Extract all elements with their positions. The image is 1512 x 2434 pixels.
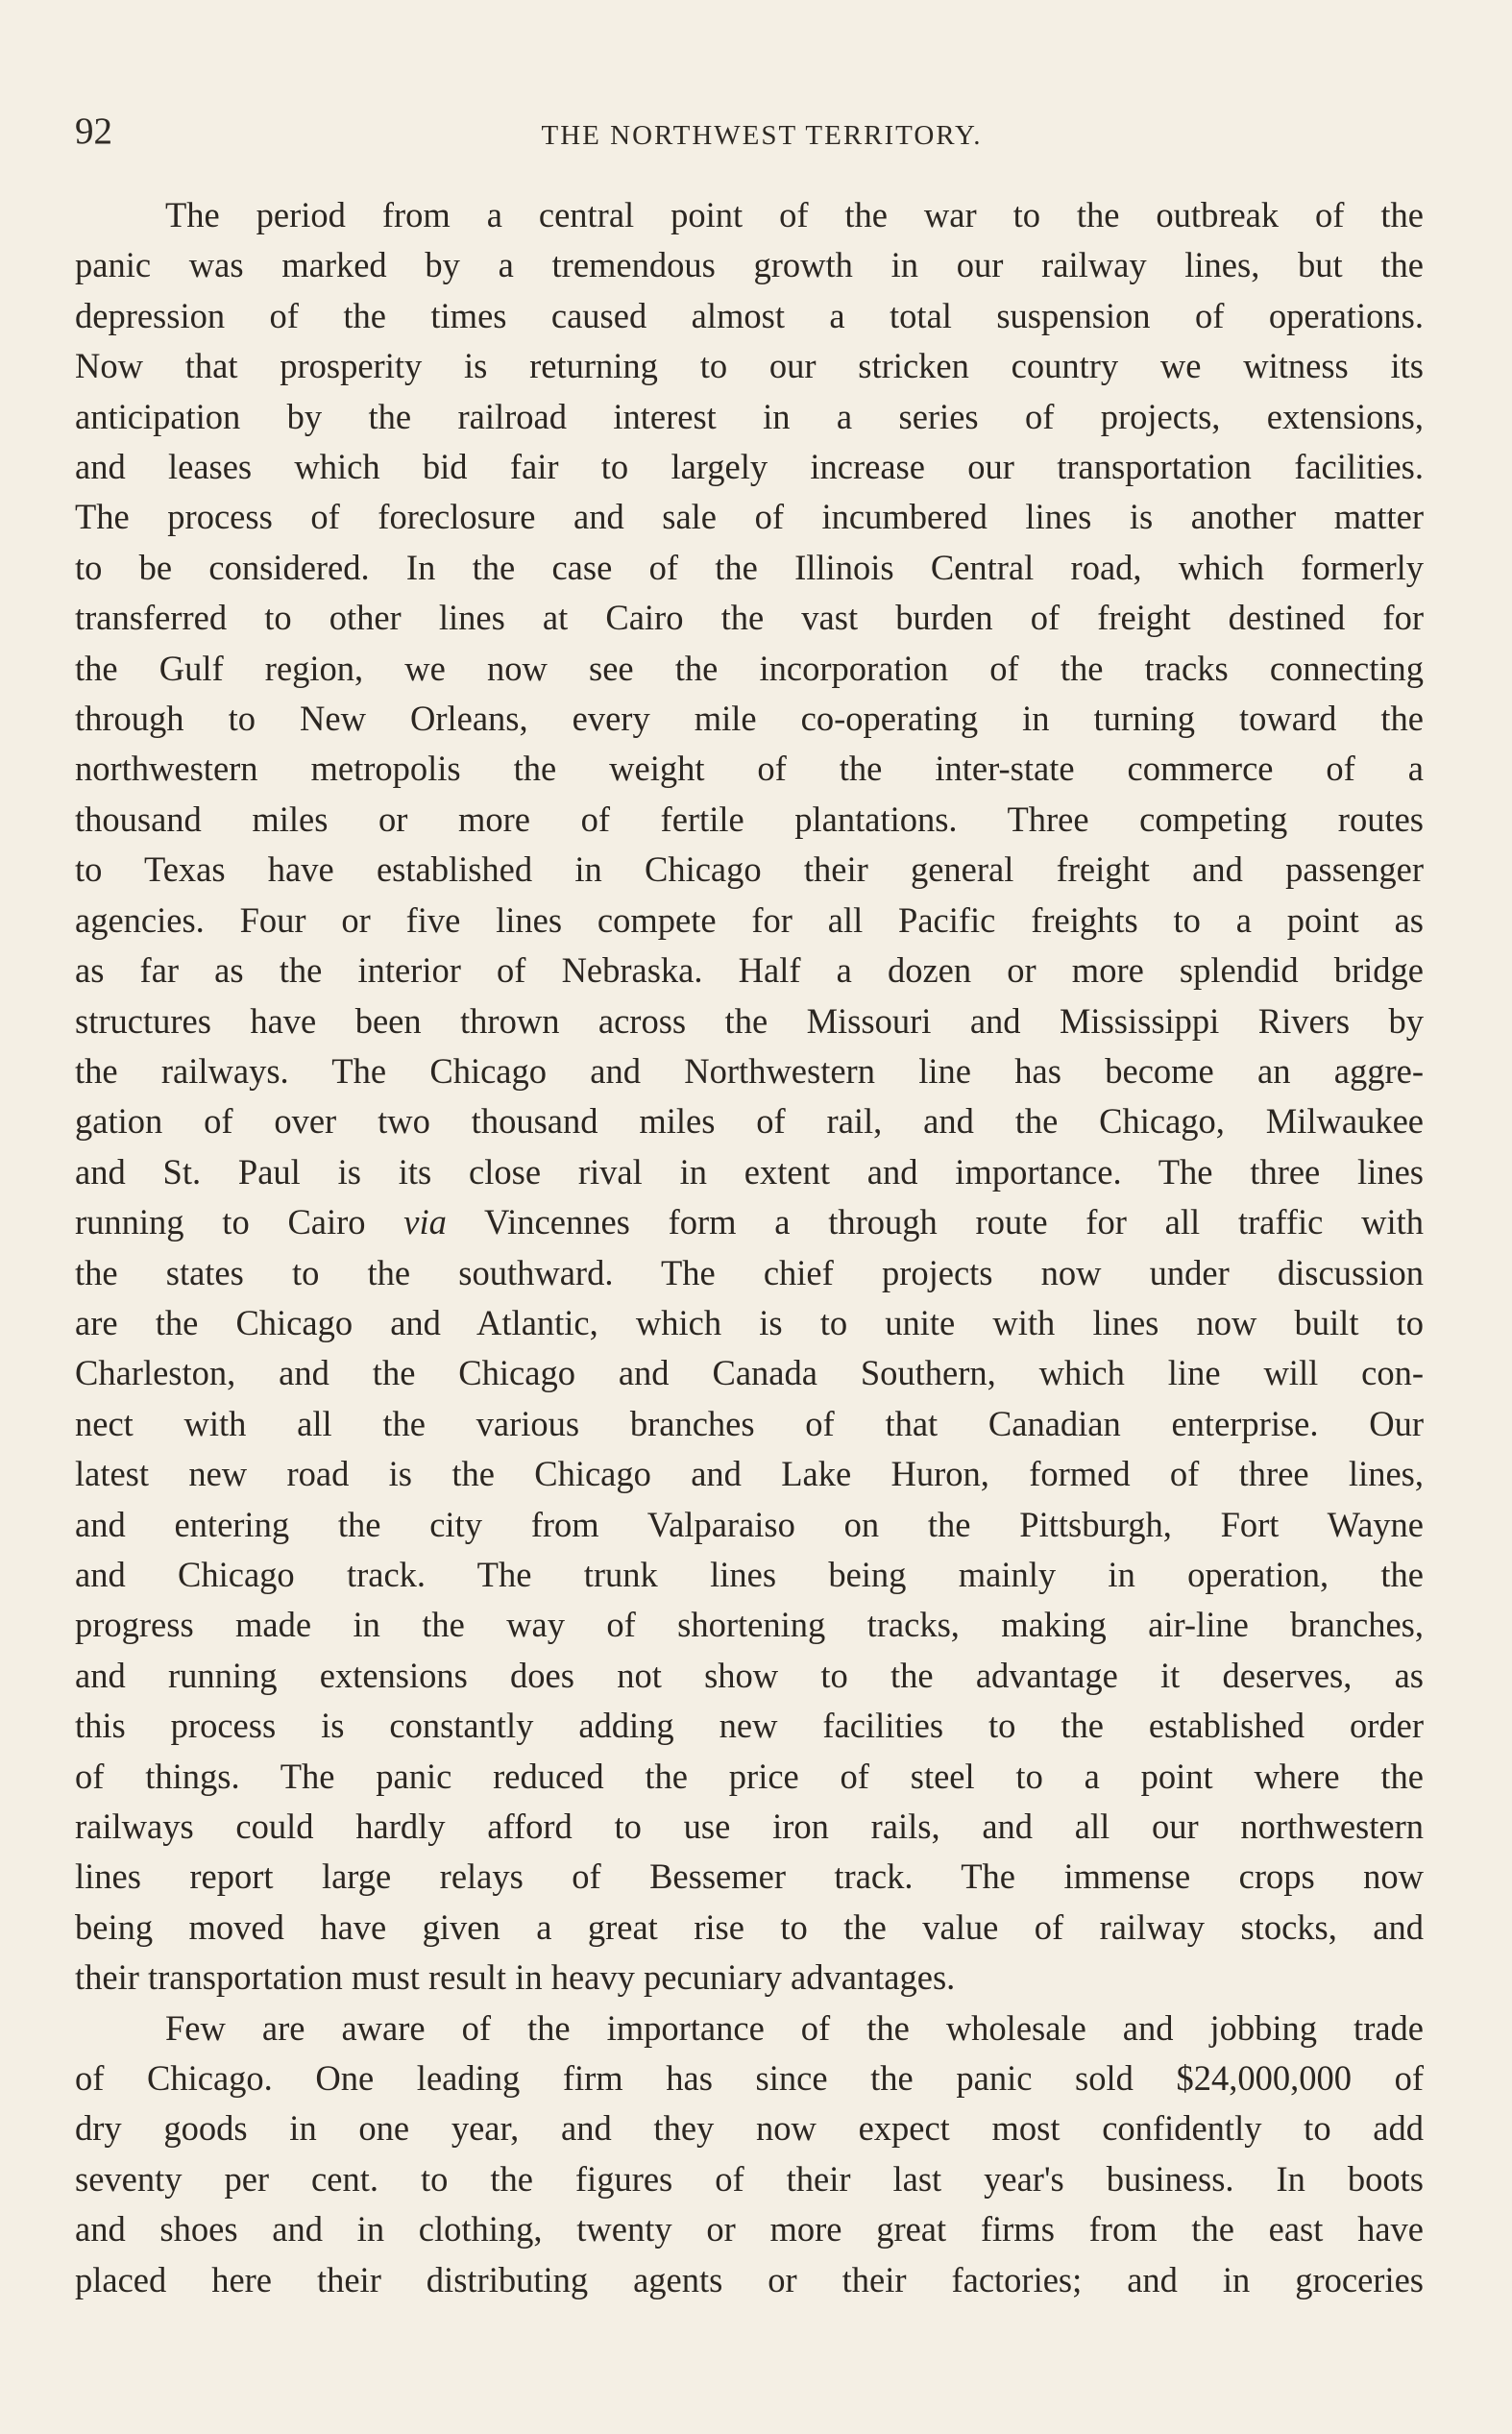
- text-line: Few are aware of the importance of the wholesale and jobbing trade: [165, 2007, 1424, 2048]
- running-head: [75, 108, 1439, 156]
- text-line: thousand miles or more of fertile plantations. Three competing routes: [75, 799, 1424, 839]
- text-line: Now that prosperity is returning to our stricken country we witness its: [75, 346, 1424, 386]
- text-line: this process is constantly adding new facilities to the established order: [75, 1706, 1424, 1746]
- text-line: and leases which bid fair to largely increase our transportation facilities.: [75, 447, 1424, 487]
- text-line: through to New Orleans, every mile co-operating in turning toward the: [75, 699, 1424, 739]
- text-run: Vincennes form a through route for all traffic with: [446, 1202, 1424, 1242]
- text-line: The process of foreclosure and sale of incumbered lines is another matter: [75, 497, 1424, 537]
- text-line: placed here their distributing agents or their factories; and in groceries: [75, 2259, 1424, 2299]
- text-line: depression of the times caused almost a total suspension of operations.: [75, 295, 1424, 335]
- text-line: the railways. The Chicago and Northwestern line has become an aggre-: [75, 1050, 1424, 1091]
- text-line: their transportation must result in heavy pecuniary advantages.: [75, 1957, 956, 1998]
- text-line: and Chicago track. The trunk lines being mainly in operation, the: [75, 1554, 1424, 1594]
- text-line: seventy per cent. to the figures of their last year's business. In boots: [75, 2158, 1424, 2199]
- text-line: progress made in the way of shortening tracks, making air-line branches,: [75, 1605, 1424, 1645]
- text-line: the Gulf region, we now see the incorporation of the tracks connecting: [75, 648, 1424, 688]
- text-line: agencies. Four or five lines compete for all Pacific freights to a point as: [75, 899, 1424, 940]
- text-line: structures have been thrown across the Missouri and Mississippi Rivers by: [75, 1000, 1424, 1041]
- text-line: [75, 1197, 1424, 1247]
- text-line: lines report large relays of Bessemer track. The immense crops now: [75, 1856, 1424, 1897]
- text-line: and entering the city from Valparaiso on the Pittsburgh, Fort Wayne: [75, 1504, 1424, 1544]
- text-line: anticipation by the railroad interest in a series of projects, extensions,: [75, 396, 1424, 436]
- body-text: [75, 190, 1424, 2305]
- text-line: and St. Paul is its close rival in extent and importance. The three lines: [75, 1151, 1424, 1192]
- text-line: and running extensions does not show to the advantage it deserves, as: [75, 1655, 1424, 1695]
- text-line: are the Chicago and Atlantic, which is to unite with lines now built to: [75, 1302, 1424, 1342]
- text-line: latest new road is the Chicago and Lake Huron, formed of three lines,: [75, 1454, 1424, 1494]
- text-line: Charleston, and the Chicago and Canada Southern, which line will con-: [75, 1353, 1424, 1393]
- text-line: The period from a central point of the war to the outbreak of the: [165, 195, 1424, 234]
- text-line: dry goods in one year, and they now expect most confidently to add: [75, 2108, 1424, 2149]
- paragraph-railways: [75, 190, 1424, 2004]
- page-number: 92: [75, 111, 112, 152]
- running-title: THE NORTHWEST TERRITORY.: [541, 120, 983, 151]
- text-run: running to Cairo: [75, 1202, 404, 1242]
- text-line: of things. The panic reduced the price of steel to a point where the: [75, 1756, 1424, 1796]
- text-line: northwestern metropolis the weight of the inter-state commerce of a: [75, 749, 1424, 789]
- text-line: to Texas have established in Chicago their general freight and passenger: [75, 849, 1424, 890]
- text-line: transferred to other lines at Cairo the vast burden of freight destined for: [75, 598, 1424, 638]
- text-line: as far as the interior of Nebraska. Half a dozen or more splendid bridge: [75, 950, 1424, 991]
- italic-word: via: [403, 1202, 447, 1242]
- text-line: of Chicago. One leading firm has since the panic sold $24,000,000 of: [75, 2058, 1424, 2099]
- text-line: the states to the southward. The chief projects now under discussion: [75, 1252, 1424, 1292]
- text-line: to be considered. In the case of the Illinois Central road, which formerly: [75, 547, 1424, 587]
- text-line: nect with all the various branches of that Canadian enterprise. Our: [75, 1403, 1424, 1443]
- text-line: panic was marked by a tremendous growth in our railway lines, but the: [75, 245, 1424, 285]
- text-line: railways could hardly afford to use iron rails, and all our northwestern: [75, 1807, 1424, 1846]
- text-line: gation of over two thousand miles of rail, and the Chicago, Milwaukee: [75, 1101, 1424, 1142]
- text-line: being moved have given a great rise to the value of railway stocks, and: [75, 1906, 1424, 1947]
- text-line: and shoes and in clothing, twenty or more great firms from the east have: [75, 2209, 1424, 2250]
- paragraph-wholesale-trade: [75, 2004, 1424, 2305]
